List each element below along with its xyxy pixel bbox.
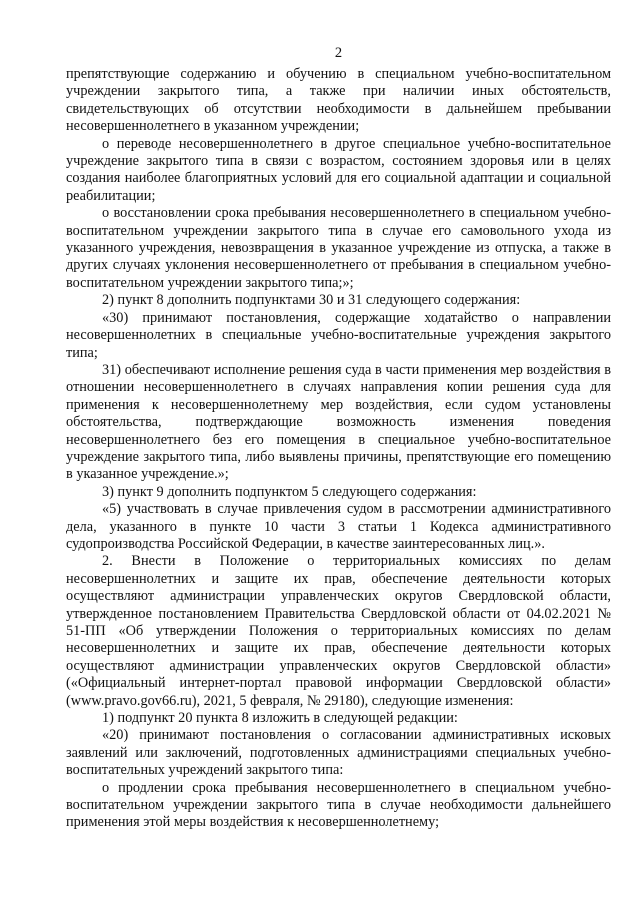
paragraph-9: 2. Внести в Положение о территориальных комиссиях по делам несовершеннолетних и защите их прав, обеспечение деятельности которых осуществляют администрации управленческих округов Свердловской области, утвержденное постановлением Правительства Свердловской области от 04.02.2021 № 51-ПП «Об утверждении Положения о территориальных комиссиях по делам несовершеннолетних и защите их прав, обеспечение деятельности которых осуществляют администрации управленческих округов Свердловской области» («Официальный интернет-портал правовой информации Свердловской области» (www.pravo.gov66.ru), 2021, 5 февраля, № 29180), следующие изменения: (66, 553, 611, 709)
page-number: 2 (334, 45, 343, 61)
paragraph-3: о восстановлении срока пребывания несовершеннолетнего в специальном учебно-воспитательном учреждении закрытого типа в случае его самовольного ухода из указанного учреждения, невозвращения в указанное учреждение из отпуска, а также в других случаях уклонения несовершеннолетнего от пребывания в специальном учебно-воспитательном учреждении закрытого типа;»; (66, 205, 611, 291)
paragraph-12: о продлении срока пребывания несовершеннолетнего в специальном учебно-воспитательном учреждении закрытого типа в случае необходимости дальнейшего применения этой меры воздействия к несовершеннолетнему; (66, 779, 611, 831)
paragraph-8: «5) участвовать в случае привлечения судом в рассмотрении административного дела, указанного в пункте 10 части 3 статьи 1 Кодекса административного судопроизводства Российской Федерации, в качестве заинтересованных лиц.». (66, 501, 611, 552)
paragraph-2: о переводе несовершеннолетнего в другое специальное учебно-воспитательное учреждение закрытого типа в связи с возрастом, состоянием здоровья или в целях создания наиболее благоприятных условий для его социальной адаптации и социальной реабилитации; (66, 135, 611, 204)
paragraph-1: препятствующие содержанию и обучению в специальном учебно-воспитательном учреждении закрытого типа, а также при наличии иных обстоятельств, свидетельствующих об отсутствии необходимости в дальнейшем пребывании несовершеннолетнего в указанном учреждении; (66, 66, 611, 135)
paragraph-11: «20) принимают постановления о согласовании административных исковых заявлений или заключений, подготовленных администрациями специальных учебно-воспитательных учреждений закрытого типа: (66, 727, 611, 779)
paragraph-5: «30) принимают постановления, содержащие ходатайство о направлении несовершеннолетних в специальные учебно-воспитательные учреждения закрытого типа; (66, 309, 611, 361)
paragraph-7: 3) пункт 9 дополнить подпунктом 5 следующего содержания: (102, 483, 477, 500)
paragraph-6: 31) обеспечивают исполнение решения суда в части применения мер воздействия в отношении несовершеннолетнего в случаях направления копии решения суда для применения к несовершеннолетнему мер воздействия, если судом установлены обстоятельства, подтверждающие возможность изменения поведения несовершеннолетнего без его помещения в специальное учебно-воспитательное учреждение закрытого типа, либо выявлены причины, препятствующие его помещению в указанное учреждение.»; (66, 361, 611, 483)
paragraph-4: 2) пункт 8 дополнить подпунктами 30 и 31 следующего содержания: (102, 292, 521, 309)
paragraph-10: 1) подпункт 20 пункта 8 изложить в следующей редакции: (102, 710, 458, 727)
